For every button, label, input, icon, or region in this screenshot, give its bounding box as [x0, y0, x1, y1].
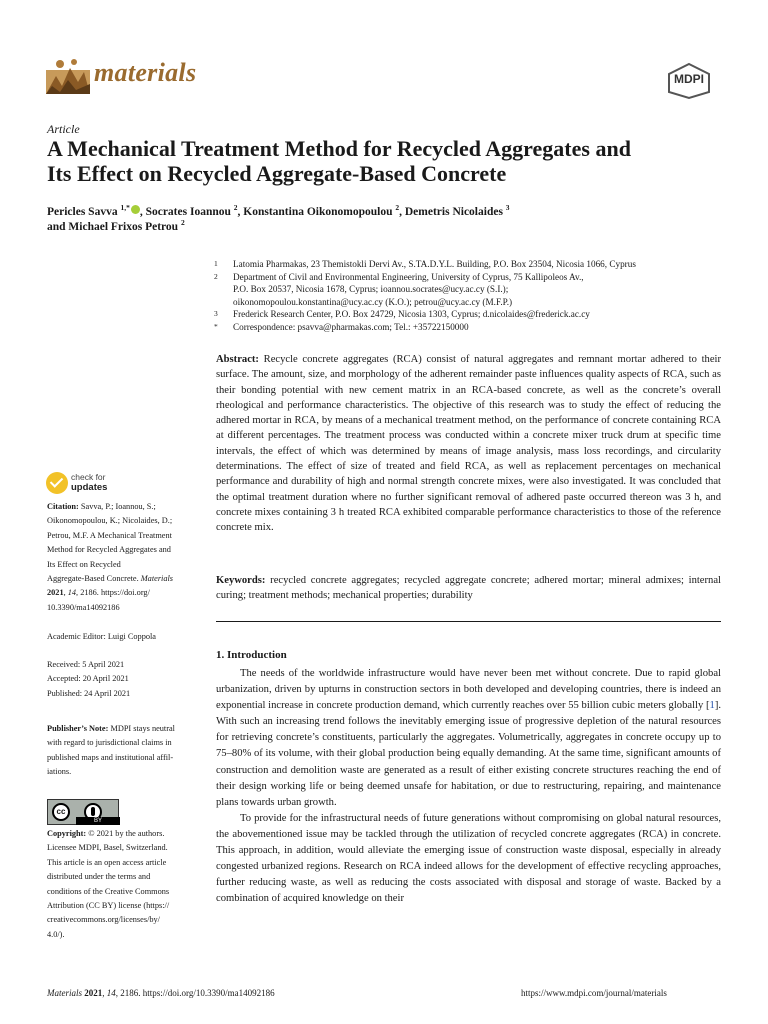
paragraph-text: The needs of the worldwide infrastructure would have never been met without concrete. Due to rapid global urbanization, driven by upturns in construction sectors in both developed and developing countries, there is indeed an exponential increase in concrete production demand, which currently reaches over 55 billion cubic meters globally [ [216, 668, 721, 712]
affiliation-item [214, 271, 734, 309]
section-heading: 1. Introduction [216, 649, 287, 661]
author-name[interactable]: Demetris Nicolaides [404, 206, 503, 218]
copyright-line: creativecommons.org/licenses/by/ [47, 915, 160, 925]
citation-line: Savva, P.; Ioannou, S.; [80, 502, 156, 511]
keywords-text: recycled concrete aggregates; recycled aggregate concrete; adhered mortar; mineral admixes; internal curing; treatment methods; mechanical properties; durability [216, 575, 721, 602]
check-updates-line: check for [71, 472, 106, 482]
affiliation-line: Frederick Research Center, P.O. Box 24729, Nicosia 1303, Cyprus; d.nicolaides@frederick.ac.cy [233, 309, 590, 320]
copyright-line: Attribution (CC BY) license (https:// [47, 901, 170, 911]
cc-icon: cc [52, 803, 70, 821]
copyright-notice [47, 827, 207, 942]
author-name[interactable]: Pericles Savva [47, 206, 118, 218]
affiliation-item [214, 321, 734, 334]
cc-by-label: BY [76, 817, 120, 825]
abstract-text: Recycle concrete aggregates (RCA) consist of natural aggregates and remnant mortar adhered to their surface. The amount, size, and morphology of the adherent remainder paste influences quality aspects of RCA, such as their bonding potential with new cement matrix in an RCA-based concrete, as well as the concrete’s overall rheological and performance characteristics. The objective of this research was to study the effect of reducing the adhered mortar in RCA, by means of a mechanical treatment method, on the performance of concrete containing RCA at different percentages. The treatment process was conducted within a concrete mixer truck drum at specific time intervals, the effect of which was determined by means of image analysis, mass loss recordings, and circularity determinations. The effect of size of treated and field RCA, as well as replacement percentages on mechanical performance and durability of high and normal strength concrete mixes, were also investigated. It was concluded that the optimal treatment duration where no further significant removal of adhered paste occurred thereon was 3 h, and concrete mixes containing 3 h treated RCA exhibited comparable performance characteristics to those of the reference concrete mix. [216, 354, 721, 534]
introduction-body [216, 666, 721, 907]
check-updates-label [71, 473, 107, 492]
copyright-line: This article is an open access article [47, 857, 167, 867]
article-title [47, 136, 727, 186]
copyright-line: 4.0/). [47, 929, 65, 939]
abstract [216, 352, 721, 536]
author-list: Pericles Savva $^{1,*}$ , Socrates Ioannou $^2$, Konstantina Oikonomopoulou $^2$, Demetris Nicolaides $^3$ and Michael Frixos Petrou $^2$ [47, 203, 510, 233]
author-affiliation-mark: 3 [505, 203, 510, 213]
citation-doi-link[interactable]: 10.3390/ma14092186 [47, 602, 120, 612]
cc-by-license-badge[interactable] [47, 799, 119, 825]
affiliation-mark: 3 [214, 309, 218, 319]
footer-citation: Materials 2021, 14, 2186. https://doi.org/10.3390/ma14092186 [47, 988, 275, 998]
citation-doi-prefix[interactable]: , 2186. https://doi.org/ [76, 588, 150, 598]
footer-doi[interactable]: , 2186. https://doi.org/10.3390/ma14092186 [115, 988, 275, 998]
footer-journal: Materials [47, 988, 82, 998]
affiliations [214, 258, 734, 334]
citation-line: Method for Recycled Aggregates and [47, 545, 171, 555]
paragraph [216, 666, 721, 811]
citation-line: Petrou, M.F. A Mechanical Treatment [47, 530, 172, 540]
copyright-line: conditions of the Creative Commons [47, 886, 170, 896]
copyright-line: Licensee MDPI, Basel, Switzerland. [47, 843, 168, 853]
affiliation-item [214, 308, 734, 321]
publisher-note-line: with regard to jurisdictional claims in [47, 738, 172, 748]
title-line: Its Effect on Recycled Aggregate-Based Concrete [47, 161, 507, 186]
copyright-line: distributed under the terms and [47, 872, 151, 882]
citation-volume: 14 [67, 588, 77, 598]
check-updates-icon [46, 472, 68, 494]
citation-line: Oikonomopoulou, K.; Nicolaides, D.; [47, 516, 173, 526]
affiliation-mark: 1 [214, 259, 218, 268]
author-conjunction: and [47, 221, 69, 233]
copyright-label: Copyright: [47, 829, 87, 838]
keywords-label: Keywords: [216, 575, 266, 586]
footer-journal-url[interactable]: https://www.mdpi.com/journal/materials [521, 988, 667, 998]
copyright-line: © 2021 by the authors. [86, 829, 165, 838]
academic-editor: Academic Editor: Luigi Coppola [47, 632, 156, 641]
affiliation-line: oikonomopoulou.konstantina@ucy.ac.cy (K.O.); petrou@ucy.ac.cy (M.F.P.) [233, 296, 513, 307]
check-for-updates-button[interactable] [46, 472, 156, 498]
section-divider [216, 621, 721, 622]
published-date: Published: 24 April 2021 [47, 688, 131, 698]
author-affiliation-mark: 1,* [120, 203, 130, 213]
author-name[interactable]: Michael Frixos Petrou [68, 221, 179, 233]
abstract-label: Abstract: [216, 354, 259, 365]
affiliation-line: Department of Civil and Environmental Engineering, University of Cyprus, 75 Kallipoleos Av., [233, 271, 584, 282]
article-dates [47, 658, 207, 701]
footer-year: 2021 [84, 988, 103, 998]
received-date: Received: 5 April 2021 [47, 660, 125, 669]
publisher-note-label: Publisher’s Note: [47, 724, 109, 733]
citation-block: Citation: Savva, P.; Ioannou, S.; Oikonomopoulou, K.; Nicolaides, D.; Petrou, M.F. A Mechanical Treatment Method for Recycled Aggregates and Its Effect on Recycled Aggregate-Based Concrete. Materials 2021, 14, 2186. https://doi.org/ 10.3390/ma14092186 [47, 500, 207, 615]
affiliation-mark: * [214, 321, 218, 331]
affiliation-item [214, 258, 734, 271]
footer-volume: 14 [106, 988, 116, 998]
publisher-note-line: iations. [47, 767, 72, 777]
citation-label: Citation: [47, 502, 79, 511]
title-line: A Mechanical Treatment Method for Recycled Aggregates and [47, 136, 631, 161]
publisher-note-line: published maps and institutional affil- [47, 752, 174, 762]
author-affiliation-mark: 2 [180, 218, 185, 228]
journal-logo-icon [46, 56, 90, 96]
citation-year: 2021 [47, 588, 64, 598]
affiliation-line: Latomia Pharmakas, 23 Themistokli Dervi Av., S.TA.D.Y.L. Building, P.O. Box 23504, Nicosia 1066, Cyprus [233, 259, 636, 269]
accepted-date: Accepted: 20 April 2021 [47, 674, 129, 684]
keywords [216, 573, 721, 604]
paragraph-text: ]. With such an increasing trend follows the inevitably emerging issue of progressive depletion of the natural resources for retrieving concrete’s constituents, particularly the aggregates. Volumetrically, aggregates in concrete occupy up to 75–80% of its volume, with their global production being equally demanding. At the same time, significant amounts of construction and demolition waste are generated as a result of either existing concrete structures reaching the end of their design working life or being deemed unsafe for habitation, or due to restructuring, repairing, and maintenance plans towards urban growth. [216, 700, 721, 808]
citation-line: Its Effect on Recycled [47, 559, 121, 569]
author-name[interactable]: Socrates Ioannou [145, 206, 231, 218]
publisher-name: MDPI [674, 72, 704, 86]
publisher-note [47, 722, 207, 780]
author-affiliation-mark: 2 [395, 203, 400, 213]
check-updates-line: updates [71, 481, 108, 493]
citation-journal: Materials [140, 574, 174, 584]
author-affiliation-mark: 2 [233, 203, 238, 213]
orcid-icon[interactable] [131, 205, 140, 214]
paragraph: To provide for the infrastructural needs of future generations without compromising on global natural resources, the abovementioned issue may be tackled through the utilization of recycled concrete aggregates (RCA) in concrete. This approach, in addition, would alleviate the emerging issue of construction waste disposal, especially in already congested urbanized regions. Research on RCA indeed allows for the development of effective recycling approaches, further reducing waste, as well as reducing the costs associated with disposal and storage of waste. Backed by a combination of acquired knowledge on their [216, 812, 721, 905]
journal-name: materials [94, 58, 197, 87]
article-type: Article [47, 122, 80, 136]
affiliation-line: P.O. Box 20537, Nicosia 1678, Cyprus; ioannou.socrates@ucy.ac.cy (S.I.); [233, 284, 509, 295]
affiliation-mark: 2 [214, 271, 218, 281]
publisher-note-line: MDPI stays neutral [108, 724, 175, 733]
correspondence-line: Correspondence: psavva@pharmakas.com; Tel.: +35722150000 [233, 321, 469, 332]
author-name[interactable]: Konstantina Oikonomopoulou [243, 206, 393, 218]
citation-line: Aggregate-Based Concrete. [47, 574, 139, 584]
reference-link[interactable]: 1 [709, 700, 715, 712]
